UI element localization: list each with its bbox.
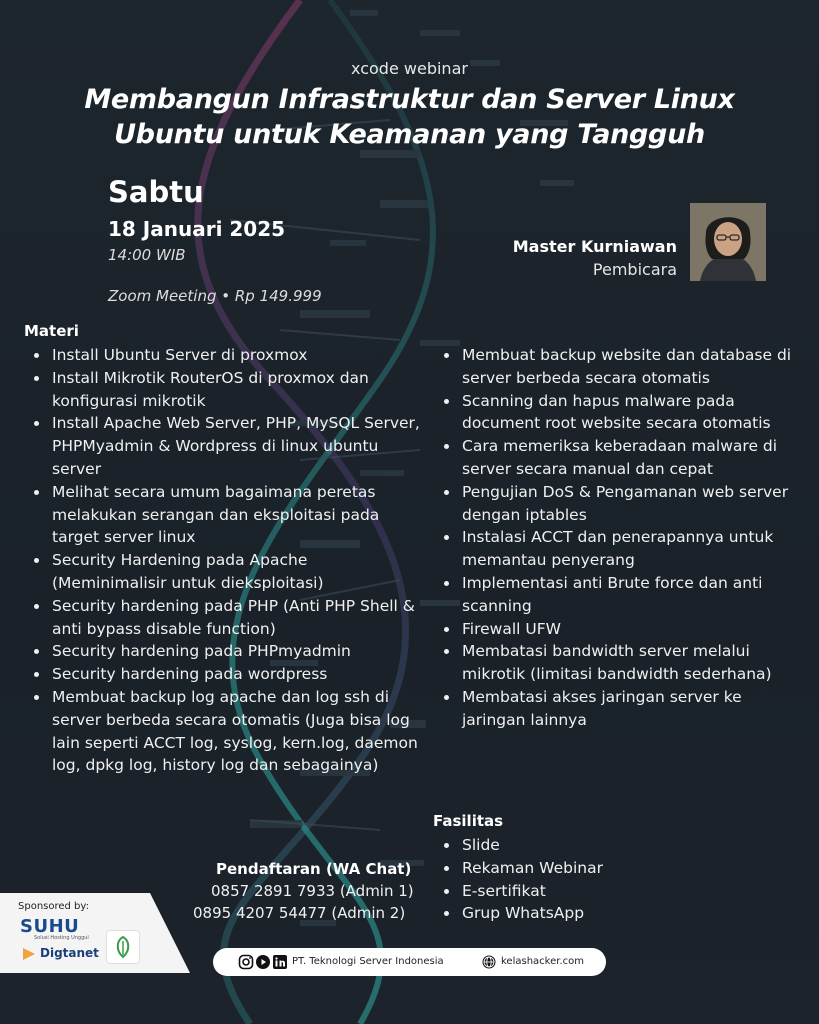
list-item: Security hardening pada PHP (Anti PHP Shell & anti bypass disable function) (24, 595, 424, 641)
list-item: Security Hardening pada Apache (Meminimalisir untuk dieksploitasi) (24, 549, 424, 595)
list-item: Install Mikrotik RouterOS di proxmox dan konfigurasi mikrotik (24, 367, 424, 413)
digtanet-logo-icon (22, 947, 36, 961)
sponsor-suhu-tagline: Solusi Hosting Unggul (34, 935, 89, 941)
list-item: Instalasi ACCT dan penerapannya untuk memantau penyerang (434, 526, 804, 572)
person-portrait-icon (690, 203, 766, 281)
sponsor-third-logo (106, 930, 140, 964)
linkedin-icon[interactable] (272, 954, 288, 970)
fasilitas-list (434, 834, 734, 925)
list-item: Membatasi bandwidth server melalui mikrotik (limitasi bandwidth sederhana) (434, 640, 804, 686)
list-item: Scanning dan hapus malware pada document root website secara otomatis (434, 390, 804, 436)
event-time: 14:00 WIB (108, 246, 186, 264)
list-item: Implementasi anti Brute force dan anti scanning (434, 572, 804, 618)
event-venue-price: Zoom Meeting • Rp 149.999 (108, 287, 322, 305)
speaker-role: Pembicara (592, 260, 677, 279)
page-title (20, 82, 799, 152)
registration-contact-1: 0857 2891 7933 (Admin 1) (211, 882, 414, 900)
list-item: Membuat backup log apache dan log ssh di server berbeda secara otomatis (Juga bisa log lain seperti ACCT log, syslog, kern.log, daemon log, dpkg log, history log dan sebagainya) (24, 686, 424, 777)
materi-heading: Materi (24, 322, 79, 340)
title-line-1: Membangun Infrastruktur dan Server Linux (84, 84, 735, 115)
event-day: Sabtu (108, 175, 204, 209)
globe-icon (481, 954, 497, 970)
list-item: Install Apache Web Server, PHP, MySQL Server, PHPMyadmin & Wordpress di linux ubuntu server (24, 412, 424, 480)
materi-list-left (24, 344, 424, 777)
footer-website-link[interactable]: kelashacker.com (501, 956, 584, 967)
list-item: Security hardening pada PHPmyadmin (24, 640, 424, 663)
list-item: Cara memeriksa keberadaan malware di server secara manual dan cepat (434, 435, 804, 481)
event-date: 18 Januari 2025 (108, 217, 286, 241)
instagram-icon[interactable] (238, 954, 254, 970)
list-item: Firewall UFW (434, 618, 804, 641)
leaf-logo-icon (107, 931, 139, 963)
brand-label: xcode webinar (351, 59, 468, 78)
registration-contact-2: 0895 4207 54477 (Admin 2) (193, 904, 406, 922)
youtube-icon[interactable] (255, 954, 271, 970)
list-item: Security hardening pada wordpress (24, 663, 424, 686)
sponsor-suhu-logo: SUHU (20, 916, 80, 937)
list-item: Grup WhatsApp (434, 902, 734, 925)
speaker-avatar (690, 203, 766, 281)
list-item: Membatasi akses jaringan server ke jaringan lainnya (434, 686, 804, 732)
list-item: Slide (434, 834, 734, 857)
sponsor-label: Sponsored by: (18, 901, 89, 912)
materi-list-right (434, 344, 804, 732)
registration-heading: Pendaftaran (WA Chat) (216, 860, 412, 878)
list-item: Pengujian DoS & Pengamanan web server dengan iptables (434, 481, 804, 527)
list-item: Melihat secara umum bagaimana peretas melakukan serangan dan eksploitasi pada target server linux (24, 481, 424, 549)
title-line-2: Ubuntu untuk Keamanan yang Tangguh (114, 119, 705, 150)
list-item: Install Ubuntu Server di proxmox (24, 344, 424, 367)
speaker-name: Master Kurniawan (512, 237, 677, 256)
fasilitas-heading: Fasilitas (433, 812, 504, 830)
list-item: Rekaman Webinar (434, 857, 734, 880)
sponsor-digtanet-logo: Digtanet (40, 946, 99, 960)
list-item: E-sertifikat (434, 880, 734, 903)
footer-company: PT. Teknologi Server Indonesia (292, 956, 444, 967)
list-item: Membuat backup website dan database di server berbeda secara otomatis (434, 344, 804, 390)
